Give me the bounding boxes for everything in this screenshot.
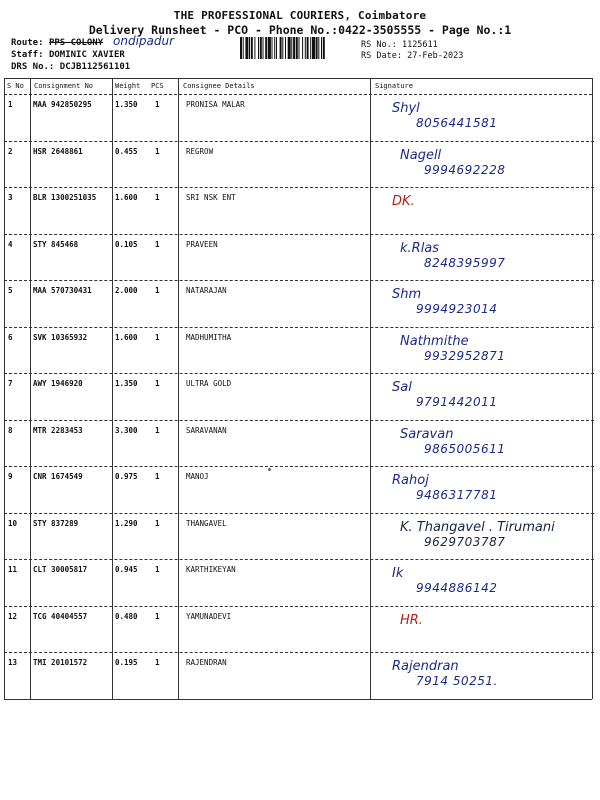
row-separator xyxy=(4,420,594,421)
col-header-consignee: Consignee Details xyxy=(183,82,255,90)
row-consignment-no: HSR 2648861 xyxy=(33,146,83,156)
row-consignee: MADHUMITHA xyxy=(186,332,232,342)
row-consignee: REGROW xyxy=(186,146,214,156)
row-consignee: RAJENDRAN xyxy=(186,658,227,667)
row-sno: 8 xyxy=(8,425,13,435)
row-pcs: 1 xyxy=(155,658,160,667)
row-pcs: 1 xyxy=(155,518,160,528)
row-sno: 11 xyxy=(8,565,18,574)
col-header-weight: Weight xyxy=(115,82,141,90)
row-sno: 5 xyxy=(8,286,13,295)
row-consignee: SARAVANAN xyxy=(186,425,227,435)
row-sno: 1 xyxy=(8,100,13,109)
row-weight: 1.350 xyxy=(115,100,138,109)
signature-phone: 9791442011 xyxy=(416,395,498,409)
row-consignee: YAMUNADEVI xyxy=(186,611,232,621)
row-signature xyxy=(392,287,497,316)
signature-phone: 9944886142 xyxy=(416,581,498,595)
row-separator xyxy=(4,141,594,142)
col-header-pcs: PCS xyxy=(151,82,164,90)
row-pcs: 1 xyxy=(155,379,160,388)
signature-phone: 9486317781 xyxy=(416,488,498,502)
row-consignee: PRONISA MALAR xyxy=(186,100,245,109)
row-signature xyxy=(392,659,498,688)
row-separator xyxy=(4,327,594,328)
row-pcs: 1 xyxy=(155,425,160,435)
staff-line xyxy=(11,50,125,60)
signature-scribble: Shm xyxy=(392,287,422,302)
row-consignee: THANGAVEL xyxy=(186,518,227,528)
row-pcs: 1 xyxy=(155,332,160,342)
row-consignee: SRI NSK ENT xyxy=(186,193,236,202)
row-separator xyxy=(4,559,594,560)
signature-scribble: k.Rlas xyxy=(400,240,440,256)
header-rule xyxy=(4,94,592,95)
rs-date-line xyxy=(361,51,463,61)
signature-scribble: Rajendran xyxy=(392,659,459,674)
signature-phone: 7914 50251. xyxy=(416,674,498,688)
row-consignment-no: CNR 1674549 xyxy=(33,472,83,481)
row-consignee: ULTRA GOLD xyxy=(186,379,232,388)
row-pcs: 1 xyxy=(155,146,160,156)
signature-scribble: Shyl xyxy=(392,101,420,116)
row-separator xyxy=(4,373,594,374)
staff-name: DOMINIC XAVIER xyxy=(48,50,125,60)
row-consignment-no: TCG 40404557 xyxy=(33,611,88,621)
rs-date-label: RS Date: xyxy=(361,51,402,61)
row-consignee: MANOJ xyxy=(186,472,209,481)
row-pcs: 1 xyxy=(155,100,160,109)
staff-label: Staff: xyxy=(11,50,44,60)
row-separator xyxy=(4,187,594,188)
row-pcs: 1 xyxy=(155,611,160,621)
row-sno: 7 xyxy=(8,379,13,388)
drs-number: DCJB112561101 xyxy=(59,62,131,72)
row-sno: 3 xyxy=(8,193,13,202)
row-weight: 0.105 xyxy=(115,239,138,249)
row-weight: 1.600 xyxy=(115,332,138,342)
row-separator xyxy=(4,513,594,514)
row-pcs: 1 xyxy=(155,193,160,202)
row-pcs: 1 xyxy=(155,286,160,295)
row-separator xyxy=(4,280,594,281)
barcode xyxy=(240,37,352,59)
row-consignment-no: STY 837289 xyxy=(33,518,79,528)
row-consignment-no: MAA 570730431 xyxy=(33,286,92,295)
signature-scribble: HR. xyxy=(400,612,423,628)
col-header-signature: Signature xyxy=(375,82,413,90)
signature-phone: 9994692228 xyxy=(424,162,506,177)
row-consignment-no: TMI 20101572 xyxy=(33,658,88,667)
row-sno: 4 xyxy=(8,239,13,249)
row-signature xyxy=(400,241,505,270)
row-weight: 0.455 xyxy=(115,146,138,156)
row-sno: 9 xyxy=(8,472,13,481)
table-bottom-rule xyxy=(4,699,592,700)
signature-scribble: K. Thangavel . Tirumani xyxy=(400,519,555,535)
signature-scribble: DK. xyxy=(392,194,415,209)
row-pcs: 1 xyxy=(155,472,160,481)
row-sno: 12 xyxy=(8,611,18,621)
signature-phone: 9629703787 xyxy=(424,534,506,549)
runsheet-subtitle: Delivery Runsheet - PCO - Phone No.:0422-3505555 - Page No.:1 xyxy=(88,23,512,37)
row-sno: 2 xyxy=(8,146,13,156)
row-weight: 1.350 xyxy=(115,379,138,388)
scan-speck xyxy=(268,468,271,471)
row-weight: 0.945 xyxy=(115,565,138,574)
row-consignment-no: CLT 30005817 xyxy=(33,565,88,574)
table-top-rule xyxy=(4,78,592,79)
route-struck: PPS COLONY xyxy=(48,38,104,48)
signature-phone: 9932952871 xyxy=(424,348,506,363)
route-line xyxy=(11,38,103,48)
row-weight: 2.000 xyxy=(115,286,138,295)
row-consignment-no: SVK 10365932 xyxy=(33,332,88,342)
row-weight: 1.290 xyxy=(115,518,138,528)
row-signature xyxy=(392,566,497,595)
row-weight: 1.600 xyxy=(115,193,138,202)
company-title: THE PROFESSIONAL COURIERS, Coimbatore xyxy=(173,9,427,22)
row-consignee: PRAVEEN xyxy=(186,239,218,249)
signature-scribble: Nagell xyxy=(400,147,442,163)
row-consignment-no: STY 845468 xyxy=(33,239,79,249)
row-consignment-no: MAA 942850295 xyxy=(33,100,92,109)
route-label: Route: xyxy=(11,38,44,48)
signature-scribble: Ik xyxy=(392,566,404,581)
row-consignment-no: BLR 1300251035 xyxy=(33,193,97,202)
row-separator xyxy=(4,606,594,607)
row-separator xyxy=(4,234,594,235)
row-signature xyxy=(400,148,505,177)
signature-scribble: Sal xyxy=(392,380,412,395)
row-separator xyxy=(4,466,594,467)
row-signature xyxy=(392,473,497,502)
row-sno: 13 xyxy=(8,658,18,667)
row-consignee: NATARAJAN xyxy=(186,286,227,295)
row-signature xyxy=(400,427,505,456)
signature-phone: 8056441581 xyxy=(416,116,498,130)
row-signature xyxy=(400,520,555,549)
signature-scribble: Saravan xyxy=(400,426,454,442)
drs-label: DRS No.: xyxy=(11,62,55,72)
row-weight: 0.975 xyxy=(115,472,138,481)
row-signature xyxy=(392,194,415,209)
col-header-consignment: Consignment No xyxy=(34,82,94,90)
row-signature xyxy=(392,380,497,409)
row-pcs: 1 xyxy=(155,239,160,249)
rs-no-line xyxy=(361,40,438,50)
row-consignment-no: MTR 2283453 xyxy=(33,425,83,435)
row-signature xyxy=(400,334,505,363)
signature-scribble: Rahoj xyxy=(392,473,429,488)
signature-scribble: Nathmithe xyxy=(400,333,469,349)
row-sno: 10 xyxy=(8,518,18,528)
row-consignment-no: AWY 1946920 xyxy=(33,379,83,388)
signature-phone: 9994923014 xyxy=(416,302,498,316)
route-handwritten: ondipadur xyxy=(113,34,175,48)
row-pcs: 1 xyxy=(155,565,160,574)
row-weight: 0.480 xyxy=(115,611,138,621)
rs-no-label: RS No.: xyxy=(361,40,397,50)
row-signature xyxy=(400,613,423,628)
row-signature xyxy=(392,101,497,130)
row-separator xyxy=(4,652,594,653)
row-consignee: KARTHIKEYAN xyxy=(186,565,236,574)
signature-phone: 9865005611 xyxy=(424,441,506,456)
col-header-sno: S No xyxy=(7,82,24,90)
row-weight: 0.195 xyxy=(115,658,138,667)
rs-no: 1125611 xyxy=(401,40,438,50)
signature-phone: 8248395997 xyxy=(424,255,506,270)
drs-line xyxy=(11,62,130,72)
row-sno: 6 xyxy=(8,332,13,342)
rs-date: 27-Feb-2023 xyxy=(407,51,464,61)
row-weight: 3.300 xyxy=(115,425,138,435)
